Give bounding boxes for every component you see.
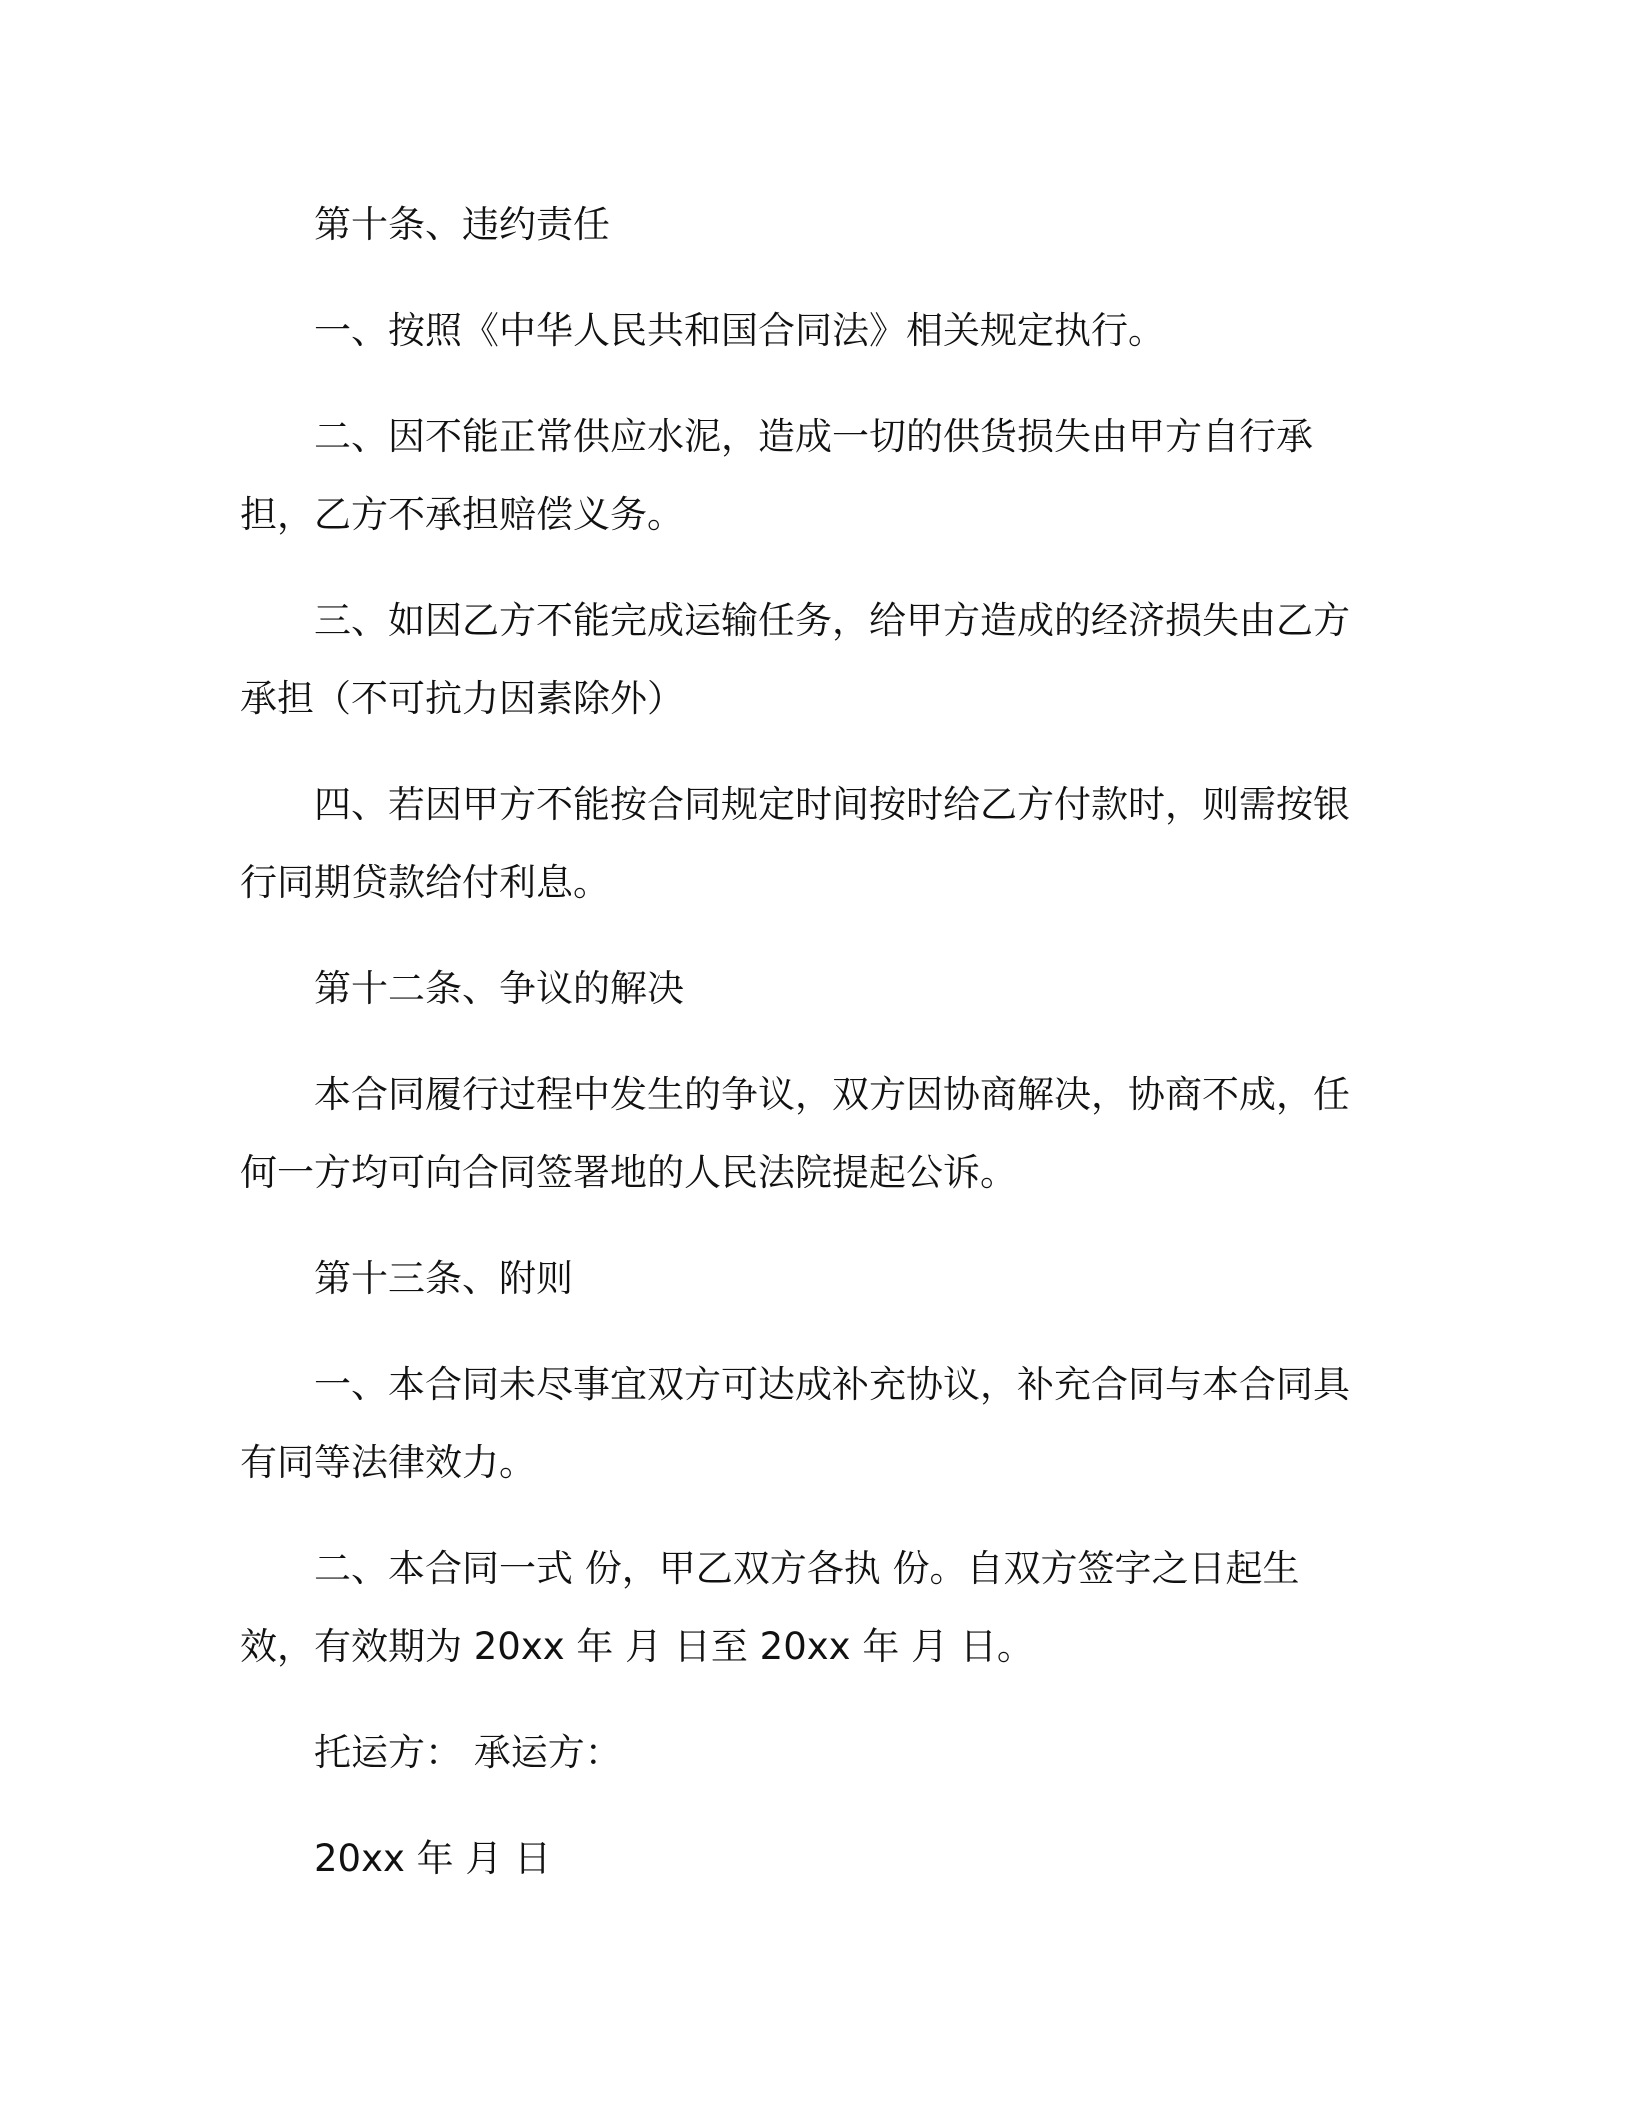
clause-paragraph: 本合同履行过程中发生的争议，双方因协商解决，协商不成，任何一方均可向合同签署地的人民法院提起公诉。 [240, 1073, 1350, 1194]
signature-date-line: 20xx 年 月 日 [314, 1837, 552, 1880]
section-heading-supplementary-provisions: 第十三条、附则 [314, 1257, 573, 1300]
document-page [240, 186, 1360, 1898]
clause-paragraph: 三、如因乙方不能完成运输任务，给甲方造成的经济损失由乙方承担（不可抗力因素除外） [240, 599, 1350, 720]
signature-parties-line: 托运方： 承运方： [314, 1731, 622, 1774]
clause-paragraph: 一、本合同未尽事宜双方可达成补充协议，补充合同与本合同具有同等法律效力。 [240, 1363, 1350, 1484]
clause-paragraph: 四、若因甲方不能按合同规定时间按时给乙方付款时，则需按银行同期贷款给付利息。 [240, 783, 1350, 904]
section-heading-dispute-resolution: 第十二条、争议的解决 [314, 967, 684, 1010]
clause-paragraph: 二、本合同一式 份，甲乙双方各执 份。自双方签字之日起生效，有效期为 20xx 年 月 日至 20xx 年 月 日。 [240, 1547, 1300, 1668]
clause-paragraph: 一、按照《中华人民共和国合同法》相关规定执行。 [314, 309, 1165, 352]
clause-paragraph: 二、因不能正常供应水泥，造成一切的供货损失由甲方自行承担，乙方不承担赔偿义务。 [240, 415, 1313, 536]
section-heading-breach-liability: 第十条、违约责任 [314, 203, 610, 246]
